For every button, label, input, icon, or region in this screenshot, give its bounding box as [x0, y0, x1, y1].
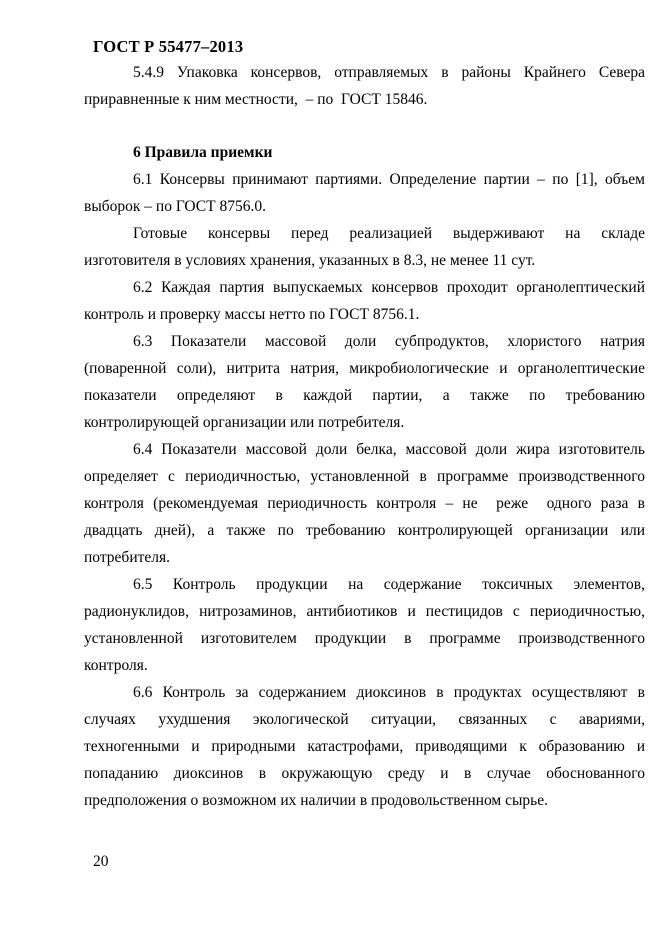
paragraph: [84, 328, 645, 436]
text-line: 6 Правила приемки: [133, 144, 273, 161]
paragraph: [84, 220, 645, 274]
paragraph: [84, 679, 645, 814]
page-number: 20: [93, 853, 109, 870]
text-line: контроля (рекомендуемая периодичность контроля – не реже одного раза в: [84, 495, 645, 512]
text-line: техногенными и природными катастрофами, приводящими к образованию и: [84, 738, 645, 755]
running-header: ГОСТ Р 55477–2013: [93, 37, 244, 56]
text-line: попаданию диоксинов в окружающую среду и в случае обоснованного: [84, 765, 645, 782]
text-line: предположения о возможном их наличии в продовольственном сырье.: [84, 792, 548, 809]
section-heading: [84, 139, 645, 166]
paragraph: [84, 59, 645, 113]
paragraph: [84, 571, 645, 679]
text-line: случаях ухудшения экологической ситуации, связанных с авариями,: [84, 711, 645, 728]
text-line: двадцать дней), а также по требованию контролирующей организации или: [84, 522, 645, 539]
text-line: контролирующей организации или потребителя.: [84, 414, 405, 431]
text-line: контроль и проверку массы нетто по ГОСТ 8756.1.: [84, 306, 420, 323]
text-line: 6.6 Контроль за содержанием диоксинов в продуктах осуществляют в: [133, 684, 645, 701]
text-line: 6.2 Каждая партия выпускаемых консервов проходит органолептический: [133, 279, 645, 296]
text-line: 6.3 Показатели массовой доли субпродуктов, хлористого натрия: [133, 333, 645, 350]
text-line: выборок – по ГОСТ 8756.0.: [84, 198, 266, 215]
text-line: определяет с периодичностью, установленной в программе производственного: [84, 468, 645, 485]
text-line: Готовые консервы перед реализацией выдерживают на складе: [133, 225, 645, 242]
text-line: 5.4.9 Упаковка консервов, отправляемых в районы Крайнего Севера: [133, 64, 645, 81]
paragraph: [84, 166, 645, 220]
text-line: потребителя.: [84, 549, 171, 566]
paragraph: [84, 274, 645, 328]
text-line: (поваренной соли), нитрита натрия, микробиологические и органолептические: [84, 360, 645, 377]
text-line: показатели определяют в каждой партии, а также по требованию: [84, 387, 645, 404]
text-line: радионуклидов, нитрозаминов, антибиотиков и пестицидов с периодичностью,: [84, 603, 645, 620]
text-line: 6.4 Показатели массовой доли белка, массовой доли жира изготовитель: [133, 441, 645, 458]
text-line: контроля.: [84, 657, 148, 674]
text-line: 6.5 Контроль продукции на содержание токсичных элементов,: [133, 576, 645, 593]
text-line: приравненные к ним местности, – по ГОСТ 15846.: [84, 91, 428, 108]
document-body: [84, 59, 645, 814]
text-line: 6.1 Консервы принимают партиями. Определение партии – по [1], объем: [133, 171, 645, 188]
text-line: изготовителя в условиях хранения, указанных в 8.3, не менее 11 сут.: [84, 252, 536, 269]
paragraph: [84, 436, 645, 571]
text-line: установленной изготовителем продукции в программе производственного: [84, 630, 645, 647]
